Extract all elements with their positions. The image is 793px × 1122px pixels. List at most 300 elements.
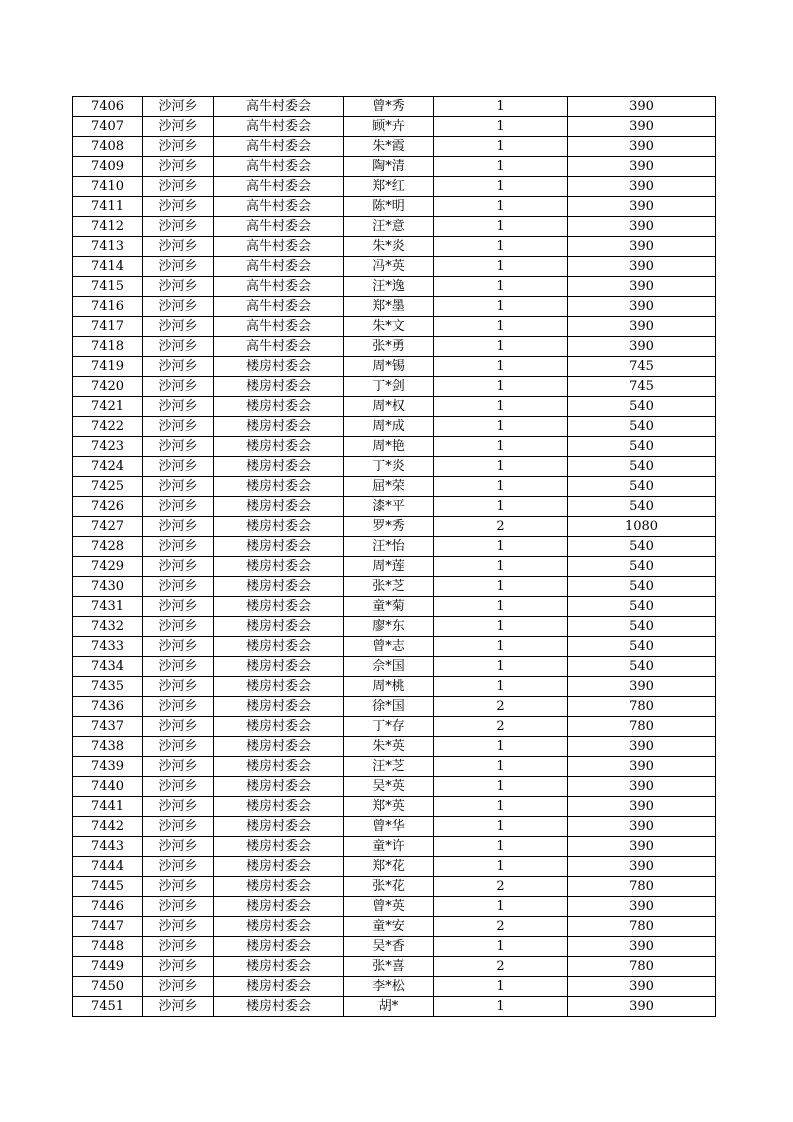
name-cell: 陈*明 bbox=[344, 197, 434, 217]
township-cell: 沙河乡 bbox=[143, 257, 214, 277]
name-cell: 汪*芝 bbox=[344, 757, 434, 777]
amount-cell: 780 bbox=[568, 917, 716, 937]
village-committee-cell: 高牛村委会 bbox=[214, 217, 344, 237]
name-cell: 周*艳 bbox=[344, 437, 434, 457]
amount-cell: 540 bbox=[568, 417, 716, 437]
name-cell: 周*莲 bbox=[344, 557, 434, 577]
township-cell: 沙河乡 bbox=[143, 857, 214, 877]
count-cell: 1 bbox=[434, 357, 568, 377]
township-cell: 沙河乡 bbox=[143, 677, 214, 697]
table-row bbox=[73, 397, 716, 417]
amount-cell: 540 bbox=[568, 497, 716, 517]
village-committee-cell: 高牛村委会 bbox=[214, 117, 344, 137]
name-cell: 屈*荣 bbox=[344, 477, 434, 497]
table-row bbox=[73, 357, 716, 377]
township-cell: 沙河乡 bbox=[143, 377, 214, 397]
amount-cell: 540 bbox=[568, 637, 716, 657]
village-committee-cell: 高牛村委会 bbox=[214, 277, 344, 297]
amount-cell: 745 bbox=[568, 357, 716, 377]
name-cell: 廖*东 bbox=[344, 617, 434, 637]
count-cell: 1 bbox=[434, 797, 568, 817]
village-committee-cell: 楼房村委会 bbox=[214, 477, 344, 497]
serial-number-cell: 7434 bbox=[73, 657, 143, 677]
township-cell: 沙河乡 bbox=[143, 777, 214, 797]
township-cell: 沙河乡 bbox=[143, 637, 214, 657]
name-cell: 曾*英 bbox=[344, 897, 434, 917]
table-row bbox=[73, 257, 716, 277]
amount-cell: 540 bbox=[568, 397, 716, 417]
village-committee-cell: 楼房村委会 bbox=[214, 797, 344, 817]
name-cell: 丁*炎 bbox=[344, 457, 434, 477]
village-committee-cell: 楼房村委会 bbox=[214, 457, 344, 477]
amount-cell: 390 bbox=[568, 837, 716, 857]
township-cell: 沙河乡 bbox=[143, 317, 214, 337]
name-cell: 曾*华 bbox=[344, 817, 434, 837]
name-cell: 郑*墨 bbox=[344, 297, 434, 317]
township-cell: 沙河乡 bbox=[143, 697, 214, 717]
township-cell: 沙河乡 bbox=[143, 197, 214, 217]
count-cell: 1 bbox=[434, 317, 568, 337]
name-cell: 周*桃 bbox=[344, 677, 434, 697]
serial-number-cell: 7415 bbox=[73, 277, 143, 297]
count-cell: 1 bbox=[434, 337, 568, 357]
amount-cell: 780 bbox=[568, 877, 716, 897]
township-cell: 沙河乡 bbox=[143, 137, 214, 157]
amount-cell: 390 bbox=[568, 977, 716, 997]
serial-number-cell: 7406 bbox=[73, 97, 143, 117]
village-committee-cell: 楼房村委会 bbox=[214, 697, 344, 717]
count-cell: 1 bbox=[434, 897, 568, 917]
name-cell: 周*成 bbox=[344, 417, 434, 437]
table-row bbox=[73, 297, 716, 317]
serial-number-cell: 7417 bbox=[73, 317, 143, 337]
table-row bbox=[73, 197, 716, 217]
village-committee-cell: 楼房村委会 bbox=[214, 397, 344, 417]
serial-number-cell: 7427 bbox=[73, 517, 143, 537]
count-cell: 1 bbox=[434, 397, 568, 417]
serial-number-cell: 7424 bbox=[73, 457, 143, 477]
count-cell: 1 bbox=[434, 157, 568, 177]
table-row bbox=[73, 117, 716, 137]
count-cell: 2 bbox=[434, 957, 568, 977]
amount-cell: 390 bbox=[568, 237, 716, 257]
serial-number-cell: 7445 bbox=[73, 877, 143, 897]
township-cell: 沙河乡 bbox=[143, 937, 214, 957]
amount-cell: 540 bbox=[568, 577, 716, 597]
table-row bbox=[73, 737, 716, 757]
village-committee-cell: 高牛村委会 bbox=[214, 237, 344, 257]
amount-cell: 540 bbox=[568, 457, 716, 477]
table-row bbox=[73, 837, 716, 857]
name-cell: 丁*存 bbox=[344, 717, 434, 737]
village-committee-cell: 楼房村委会 bbox=[214, 737, 344, 757]
amount-cell: 390 bbox=[568, 117, 716, 137]
table-row bbox=[73, 417, 716, 437]
serial-number-cell: 7430 bbox=[73, 577, 143, 597]
village-committee-cell: 楼房村委会 bbox=[214, 877, 344, 897]
serial-number-cell: 7419 bbox=[73, 357, 143, 377]
township-cell: 沙河乡 bbox=[143, 797, 214, 817]
table-row bbox=[73, 957, 716, 977]
name-cell: 佘*国 bbox=[344, 657, 434, 677]
table-row bbox=[73, 897, 716, 917]
count-cell: 1 bbox=[434, 657, 568, 677]
serial-number-cell: 7433 bbox=[73, 637, 143, 657]
village-committee-cell: 楼房村委会 bbox=[214, 897, 344, 917]
amount-cell: 1080 bbox=[568, 517, 716, 537]
amount-cell: 390 bbox=[568, 857, 716, 877]
amount-cell: 390 bbox=[568, 337, 716, 357]
table-row bbox=[73, 997, 716, 1017]
amount-cell: 390 bbox=[568, 157, 716, 177]
count-cell: 1 bbox=[434, 297, 568, 317]
serial-number-cell: 7441 bbox=[73, 797, 143, 817]
amount-cell: 390 bbox=[568, 817, 716, 837]
table-row bbox=[73, 537, 716, 557]
table-row bbox=[73, 917, 716, 937]
table-row bbox=[73, 497, 716, 517]
amount-cell: 390 bbox=[568, 177, 716, 197]
village-committee-cell: 楼房村委会 bbox=[214, 677, 344, 697]
township-cell: 沙河乡 bbox=[143, 757, 214, 777]
table-row bbox=[73, 617, 716, 637]
amount-cell: 390 bbox=[568, 677, 716, 697]
table-row bbox=[73, 797, 716, 817]
village-committee-cell: 楼房村委会 bbox=[214, 657, 344, 677]
serial-number-cell: 7440 bbox=[73, 777, 143, 797]
name-cell: 吴*香 bbox=[344, 937, 434, 957]
village-committee-cell: 高牛村委会 bbox=[214, 157, 344, 177]
name-cell: 童*许 bbox=[344, 837, 434, 857]
name-cell: 朱*英 bbox=[344, 737, 434, 757]
amount-cell: 390 bbox=[568, 297, 716, 317]
township-cell: 沙河乡 bbox=[143, 157, 214, 177]
amount-cell: 390 bbox=[568, 937, 716, 957]
township-cell: 沙河乡 bbox=[143, 837, 214, 857]
serial-number-cell: 7436 bbox=[73, 697, 143, 717]
name-cell: 李*松 bbox=[344, 977, 434, 997]
count-cell: 1 bbox=[434, 777, 568, 797]
township-cell: 沙河乡 bbox=[143, 437, 214, 457]
village-committee-cell: 楼房村委会 bbox=[214, 857, 344, 877]
table-row bbox=[73, 177, 716, 197]
table-row bbox=[73, 277, 716, 297]
township-cell: 沙河乡 bbox=[143, 617, 214, 637]
village-committee-cell: 楼房村委会 bbox=[214, 357, 344, 377]
amount-cell: 540 bbox=[568, 597, 716, 617]
table-row bbox=[73, 697, 716, 717]
count-cell: 2 bbox=[434, 717, 568, 737]
name-cell: 汪*意 bbox=[344, 217, 434, 237]
table-row bbox=[73, 517, 716, 537]
count-cell: 1 bbox=[434, 837, 568, 857]
village-committee-cell: 楼房村委会 bbox=[214, 957, 344, 977]
count-cell: 1 bbox=[434, 857, 568, 877]
count-cell: 1 bbox=[434, 737, 568, 757]
serial-number-cell: 7442 bbox=[73, 817, 143, 837]
township-cell: 沙河乡 bbox=[143, 337, 214, 357]
count-cell: 1 bbox=[434, 457, 568, 477]
serial-number-cell: 7418 bbox=[73, 337, 143, 357]
township-cell: 沙河乡 bbox=[143, 537, 214, 557]
village-committee-cell: 楼房村委会 bbox=[214, 417, 344, 437]
serial-number-cell: 7432 bbox=[73, 617, 143, 637]
name-cell: 徐*国 bbox=[344, 697, 434, 717]
name-cell: 陶*清 bbox=[344, 157, 434, 177]
count-cell: 2 bbox=[434, 877, 568, 897]
village-committee-cell: 楼房村委会 bbox=[214, 717, 344, 737]
table-row bbox=[73, 657, 716, 677]
name-cell: 曾*秀 bbox=[344, 97, 434, 117]
name-cell: 朱*炎 bbox=[344, 237, 434, 257]
name-cell: 张*花 bbox=[344, 877, 434, 897]
village-committee-cell: 楼房村委会 bbox=[214, 917, 344, 937]
serial-number-cell: 7412 bbox=[73, 217, 143, 237]
table-row bbox=[73, 137, 716, 157]
table-row bbox=[73, 857, 716, 877]
name-cell: 郑*红 bbox=[344, 177, 434, 197]
township-cell: 沙河乡 bbox=[143, 977, 214, 997]
count-cell: 1 bbox=[434, 117, 568, 137]
table-row bbox=[73, 217, 716, 237]
township-cell: 沙河乡 bbox=[143, 997, 214, 1017]
name-cell: 郑*英 bbox=[344, 797, 434, 817]
township-cell: 沙河乡 bbox=[143, 457, 214, 477]
count-cell: 1 bbox=[434, 197, 568, 217]
name-cell: 曾*志 bbox=[344, 637, 434, 657]
table-row bbox=[73, 237, 716, 257]
village-committee-cell: 楼房村委会 bbox=[214, 497, 344, 517]
table-row bbox=[73, 437, 716, 457]
township-cell: 沙河乡 bbox=[143, 817, 214, 837]
village-committee-cell: 高牛村委会 bbox=[214, 317, 344, 337]
table-row bbox=[73, 157, 716, 177]
count-cell: 1 bbox=[434, 977, 568, 997]
amount-cell: 390 bbox=[568, 137, 716, 157]
count-cell: 1 bbox=[434, 757, 568, 777]
table-row bbox=[73, 337, 716, 357]
count-cell: 2 bbox=[434, 917, 568, 937]
count-cell: 1 bbox=[434, 617, 568, 637]
count-cell: 2 bbox=[434, 517, 568, 537]
village-committee-cell: 楼房村委会 bbox=[214, 997, 344, 1017]
amount-cell: 390 bbox=[568, 257, 716, 277]
name-cell: 张*芝 bbox=[344, 577, 434, 597]
name-cell: 丁*剑 bbox=[344, 377, 434, 397]
township-cell: 沙河乡 bbox=[143, 117, 214, 137]
amount-cell: 390 bbox=[568, 217, 716, 237]
name-cell: 郑*花 bbox=[344, 857, 434, 877]
village-committee-cell: 楼房村委会 bbox=[214, 517, 344, 537]
table-row bbox=[73, 717, 716, 737]
township-cell: 沙河乡 bbox=[143, 357, 214, 377]
table-row bbox=[73, 977, 716, 997]
name-cell: 张*喜 bbox=[344, 957, 434, 977]
village-committee-cell: 楼房村委会 bbox=[214, 557, 344, 577]
township-cell: 沙河乡 bbox=[143, 897, 214, 917]
serial-number-cell: 7421 bbox=[73, 397, 143, 417]
count-cell: 1 bbox=[434, 377, 568, 397]
table-row bbox=[73, 637, 716, 657]
serial-number-cell: 7429 bbox=[73, 557, 143, 577]
count-cell: 1 bbox=[434, 577, 568, 597]
village-committee-cell: 高牛村委会 bbox=[214, 137, 344, 157]
allowance-table bbox=[72, 96, 716, 1017]
table-row bbox=[73, 937, 716, 957]
name-cell: 漆*平 bbox=[344, 497, 434, 517]
amount-cell: 390 bbox=[568, 197, 716, 217]
serial-number-cell: 7407 bbox=[73, 117, 143, 137]
township-cell: 沙河乡 bbox=[143, 557, 214, 577]
amount-cell: 390 bbox=[568, 317, 716, 337]
count-cell: 1 bbox=[434, 557, 568, 577]
name-cell: 汪*怡 bbox=[344, 537, 434, 557]
township-cell: 沙河乡 bbox=[143, 417, 214, 437]
village-committee-cell: 楼房村委会 bbox=[214, 837, 344, 857]
amount-cell: 780 bbox=[568, 957, 716, 977]
count-cell: 1 bbox=[434, 477, 568, 497]
count-cell: 1 bbox=[434, 497, 568, 517]
name-cell: 胡* bbox=[344, 997, 434, 1017]
village-committee-cell: 楼房村委会 bbox=[214, 777, 344, 797]
table-row bbox=[73, 677, 716, 697]
name-cell: 童*安 bbox=[344, 917, 434, 937]
count-cell: 1 bbox=[434, 677, 568, 697]
amount-cell: 390 bbox=[568, 757, 716, 777]
table-row bbox=[73, 777, 716, 797]
village-committee-cell: 楼房村委会 bbox=[214, 977, 344, 997]
serial-number-cell: 7428 bbox=[73, 537, 143, 557]
township-cell: 沙河乡 bbox=[143, 297, 214, 317]
township-cell: 沙河乡 bbox=[143, 177, 214, 197]
township-cell: 沙河乡 bbox=[143, 97, 214, 117]
amount-cell: 390 bbox=[568, 97, 716, 117]
name-cell: 童*菊 bbox=[344, 597, 434, 617]
village-committee-cell: 楼房村委会 bbox=[214, 817, 344, 837]
amount-cell: 780 bbox=[568, 717, 716, 737]
table-row bbox=[73, 317, 716, 337]
amount-cell: 745 bbox=[568, 377, 716, 397]
table-row bbox=[73, 477, 716, 497]
serial-number-cell: 7423 bbox=[73, 437, 143, 457]
serial-number-cell: 7449 bbox=[73, 957, 143, 977]
serial-number-cell: 7420 bbox=[73, 377, 143, 397]
serial-number-cell: 7426 bbox=[73, 497, 143, 517]
serial-number-cell: 7443 bbox=[73, 837, 143, 857]
document-page bbox=[72, 96, 716, 1017]
count-cell: 1 bbox=[434, 137, 568, 157]
amount-cell: 540 bbox=[568, 557, 716, 577]
village-committee-cell: 高牛村委会 bbox=[214, 197, 344, 217]
count-cell: 2 bbox=[434, 697, 568, 717]
township-cell: 沙河乡 bbox=[143, 277, 214, 297]
table-row bbox=[73, 377, 716, 397]
township-cell: 沙河乡 bbox=[143, 717, 214, 737]
table-row bbox=[73, 817, 716, 837]
name-cell: 顾*卉 bbox=[344, 117, 434, 137]
serial-number-cell: 7446 bbox=[73, 897, 143, 917]
village-committee-cell: 楼房村委会 bbox=[214, 537, 344, 557]
township-cell: 沙河乡 bbox=[143, 497, 214, 517]
count-cell: 1 bbox=[434, 437, 568, 457]
amount-cell: 540 bbox=[568, 477, 716, 497]
serial-number-cell: 7437 bbox=[73, 717, 143, 737]
township-cell: 沙河乡 bbox=[143, 477, 214, 497]
township-cell: 沙河乡 bbox=[143, 237, 214, 257]
table-row bbox=[73, 457, 716, 477]
township-cell: 沙河乡 bbox=[143, 957, 214, 977]
count-cell: 1 bbox=[434, 97, 568, 117]
table-body bbox=[73, 97, 716, 1017]
village-committee-cell: 高牛村委会 bbox=[214, 297, 344, 317]
township-cell: 沙河乡 bbox=[143, 517, 214, 537]
table-row bbox=[73, 597, 716, 617]
name-cell: 朱*霞 bbox=[344, 137, 434, 157]
serial-number-cell: 7410 bbox=[73, 177, 143, 197]
serial-number-cell: 7408 bbox=[73, 137, 143, 157]
serial-number-cell: 7409 bbox=[73, 157, 143, 177]
serial-number-cell: 7422 bbox=[73, 417, 143, 437]
serial-number-cell: 7438 bbox=[73, 737, 143, 757]
township-cell: 沙河乡 bbox=[143, 217, 214, 237]
village-committee-cell: 楼房村委会 bbox=[214, 637, 344, 657]
table-row bbox=[73, 557, 716, 577]
count-cell: 1 bbox=[434, 537, 568, 557]
village-committee-cell: 高牛村委会 bbox=[214, 97, 344, 117]
name-cell: 罗*秀 bbox=[344, 517, 434, 537]
amount-cell: 390 bbox=[568, 797, 716, 817]
village-committee-cell: 楼房村委会 bbox=[214, 377, 344, 397]
count-cell: 1 bbox=[434, 417, 568, 437]
count-cell: 1 bbox=[434, 277, 568, 297]
table-row bbox=[73, 97, 716, 117]
table-row bbox=[73, 877, 716, 897]
village-committee-cell: 楼房村委会 bbox=[214, 577, 344, 597]
count-cell: 1 bbox=[434, 817, 568, 837]
village-committee-cell: 楼房村委会 bbox=[214, 617, 344, 637]
serial-number-cell: 7413 bbox=[73, 237, 143, 257]
count-cell: 1 bbox=[434, 217, 568, 237]
village-committee-cell: 高牛村委会 bbox=[214, 177, 344, 197]
serial-number-cell: 7450 bbox=[73, 977, 143, 997]
serial-number-cell: 7451 bbox=[73, 997, 143, 1017]
serial-number-cell: 7439 bbox=[73, 757, 143, 777]
village-committee-cell: 楼房村委会 bbox=[214, 757, 344, 777]
count-cell: 1 bbox=[434, 237, 568, 257]
name-cell: 周*锡 bbox=[344, 357, 434, 377]
name-cell: 周*权 bbox=[344, 397, 434, 417]
amount-cell: 540 bbox=[568, 657, 716, 677]
amount-cell: 780 bbox=[568, 697, 716, 717]
village-committee-cell: 楼房村委会 bbox=[214, 597, 344, 617]
village-committee-cell: 高牛村委会 bbox=[214, 257, 344, 277]
count-cell: 1 bbox=[434, 637, 568, 657]
serial-number-cell: 7425 bbox=[73, 477, 143, 497]
village-committee-cell: 楼房村委会 bbox=[214, 937, 344, 957]
serial-number-cell: 7431 bbox=[73, 597, 143, 617]
amount-cell: 390 bbox=[568, 737, 716, 757]
village-committee-cell: 楼房村委会 bbox=[214, 437, 344, 457]
count-cell: 1 bbox=[434, 257, 568, 277]
table-row bbox=[73, 577, 716, 597]
name-cell: 冯*英 bbox=[344, 257, 434, 277]
name-cell: 汪*逸 bbox=[344, 277, 434, 297]
township-cell: 沙河乡 bbox=[143, 657, 214, 677]
count-cell: 1 bbox=[434, 997, 568, 1017]
amount-cell: 540 bbox=[568, 617, 716, 637]
amount-cell: 540 bbox=[568, 537, 716, 557]
serial-number-cell: 7411 bbox=[73, 197, 143, 217]
